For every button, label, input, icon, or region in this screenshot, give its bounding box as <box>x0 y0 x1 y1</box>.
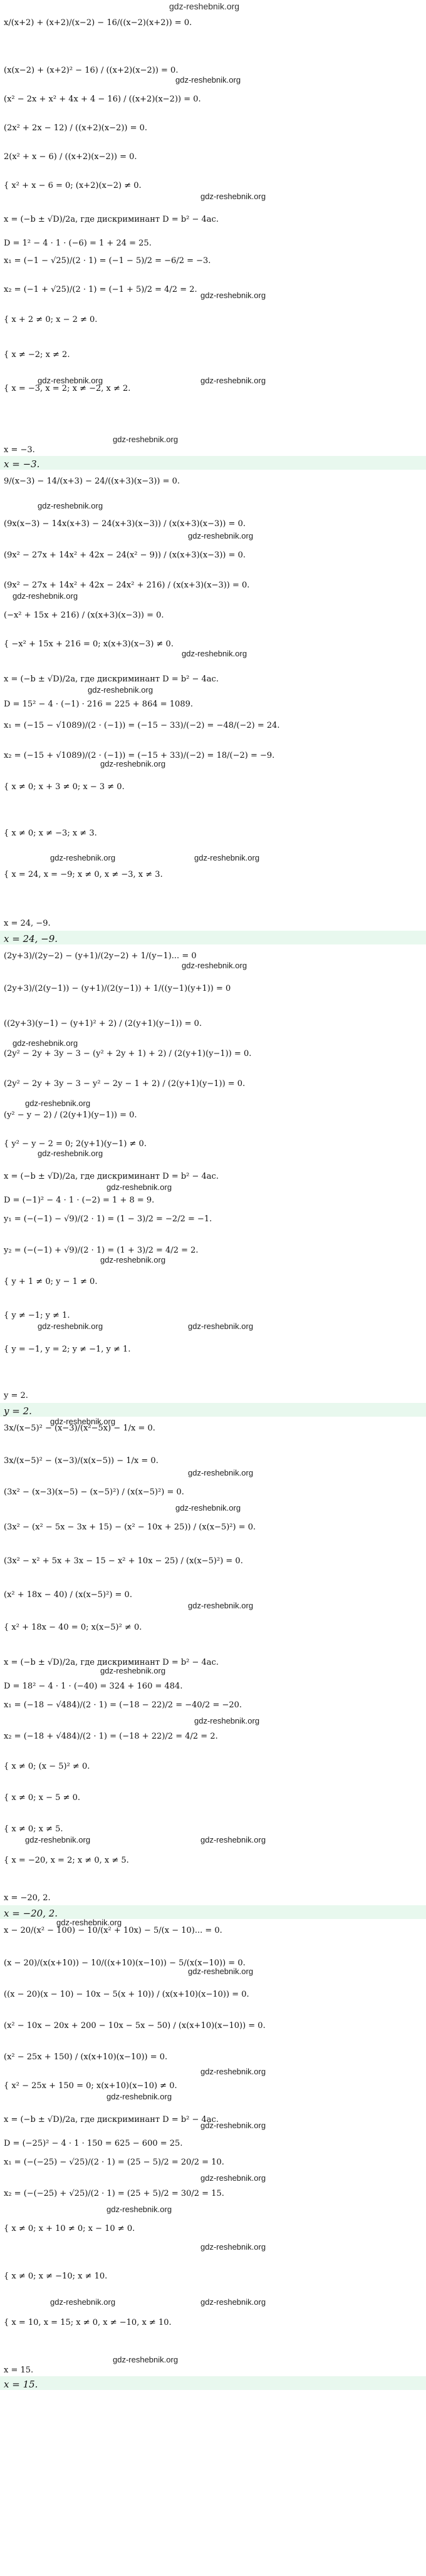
task5-line-5: (x² − 25x + 150) / (x(x+10)(x−10)) = 0. <box>4 2052 168 2062</box>
task3-line-1: (2y+3)/(2y−2) − (y+1)/(2y−2) + 1/(y−1)... = 0 <box>4 951 197 961</box>
task1-line-3: (x² − 2x + x² + 4x + 4 − 16) / ((x+2)(x−2)) = 0. <box>4 95 201 104</box>
task3-line-7: { y² − y − 2 = 0; 2(y+1)(y−1) ≠ 0. <box>4 1139 147 1149</box>
task5-line-12: { x ≠ 0; x ≠ −10; x ≠ 10. <box>4 2272 108 2281</box>
task3-line-6: (y² − y − 2) / (2(y+1)(y−1)) = 0. <box>4 1110 137 1120</box>
watermark: gdz-reshebnik.org <box>200 291 266 300</box>
watermark: gdz-reshebnik.org <box>200 1835 266 1844</box>
watermark: gdz-reshebnik.org <box>106 2092 172 2101</box>
answer-band-1 <box>0 456 426 470</box>
task2-line-2: (9x(x−3) − 14x(x+3) − 24(x+3)(x−3)) / (x(x+3)(x−3)) = 0. <box>4 519 246 529</box>
task4-line-5: (3x² − x² + 5x + 3x − 15 − x² + 10x − 25) / (x(x−5)²) = 0. <box>4 1556 243 1566</box>
task4-line-15: { x = −20, x = 2; x ≠ 0, x ≠ 5. <box>4 1856 129 1865</box>
task2-line-7: x = (−b ± √D)/2a, где дискриминант D = b² − 4ac. <box>4 675 219 684</box>
task2-line-3: (9x² − 27x + 14x² + 42x − 24(x² − 9)) / (x(x+3)(x−3)) = 0. <box>4 551 246 560</box>
task5-line-7: x = (−b ± √D)/2a, где дискриминант D = b² − 4ac. <box>4 2115 219 2124</box>
watermark: gdz-reshebnik.org <box>106 1182 172 1192</box>
task1-line-5: 2(x² + x − 6) / ((x+2)(x−2)) = 0. <box>4 152 137 162</box>
watermark: gdz-reshebnik.org <box>194 853 260 862</box>
task1-line-9: x₁ = (−1 − √25)/(2 · 1) = (−1 − 5)/2 = −6/2 = −3. <box>4 256 211 266</box>
watermark: gdz-reshebnik.org <box>88 685 153 695</box>
task5-line-1: x − 20/(x² − 100) − 10/(x² + 10x) − 5/(x − 10)... = 0. <box>4 1926 222 1935</box>
task5-line-10: x₂ = (−(−25) + √25)/(2 · 1) = (25 + 5)/2 = 30/2 = 15. <box>4 2189 224 2198</box>
task3-line-4: (2y² − 2y + 3y − 3 − (y² + 2y + 1) + 2) / (2(y+1)(y−1)) = 0. <box>4 1049 252 1058</box>
watermark: gdz-reshebnik.org <box>200 2173 266 2183</box>
task5-line-14: x = 15. <box>4 2366 34 2375</box>
task5-line-8: D = (−25)² − 4 · 1 · 150 = 625 − 600 = 25. <box>4 2139 183 2148</box>
task1-line-7: x = (−b ± √D)/2a, где дискриминант D = b² − 4ac. <box>4 215 219 224</box>
watermark: gdz-reshebnik.org <box>100 759 166 768</box>
task3-line-9: D = (−1)² − 4 · 1 · (−2) = 1 + 8 = 9. <box>4 1196 155 1205</box>
task4-line-14: { x ≠ 0; x ≠ 5. <box>4 1824 63 1834</box>
watermark: gdz-reshebnik.org <box>113 2355 179 2364</box>
watermark: gdz-reshebnik.org <box>200 2242 266 2252</box>
task1-line-13: { x = −3, x = 2; x ≠ −2, x ≠ 2. <box>4 384 131 393</box>
answer-band-2 <box>0 931 426 944</box>
task2-line-4: (9x² − 27x + 14x² + 42x − 24x² + 216) / (x(x+3)(x−3)) = 0. <box>4 581 250 590</box>
answer-3: y = 2. <box>4 1405 32 1417</box>
watermark: gdz-reshebnik.org <box>188 1468 254 1477</box>
watermark: gdz-reshebnik.org <box>38 501 103 510</box>
task1-line-10: x₂ = (−1 + √25)/(2 · 1) = (−1 + 5)/2 = 4/2 = 2. <box>4 285 197 294</box>
watermark: gdz-reshebnik.org <box>38 1149 103 1158</box>
task4-line-6: (x² + 18x − 40) / (x(x−5)²) = 0. <box>4 1590 132 1600</box>
answer-1: x = −3. <box>4 458 40 470</box>
task3-line-5: (2y² − 2y + 3y − 3 − y² − 2y − 1 + 2) / (2(y+1)(y−1)) = 0. <box>4 1079 246 1089</box>
task3-line-3: ((2y+3)(y−1) − (y+1)² + 2) / (2(y+1)(y−1)) = 0. <box>4 1019 202 1028</box>
watermark: gdz-reshebnik.org <box>13 1038 78 1048</box>
task4-line-1: 3x/(x−5)² − (x−3)/(x²−5x) − 1/x = 0. <box>4 1424 155 1433</box>
task5-line-4: (x² − 10x − 20x + 200 − 10x − 5x − 50) / (x(x+10)(x−10)) = 0. <box>4 2021 266 2030</box>
answer-4: x = −20, 2. <box>4 1908 58 1919</box>
watermark: gdz-reshebnik.org <box>38 376 103 385</box>
watermark: gdz-reshebnik.org <box>200 192 266 201</box>
watermark: gdz-reshebnik.org <box>200 2067 266 2076</box>
task5-line-13: { x = 10, x = 15; x ≠ 0, x ≠ −10, x ≠ 10. <box>4 2318 172 2327</box>
task3-line-14: { y = −1, y = 2; y ≠ −1, y ≠ 1. <box>4 1345 131 1354</box>
task4-line-7: { x² + 18x − 40 = 0; x(x−5)² ≠ 0. <box>4 1623 142 1632</box>
watermark: gdz-reshebnik.org <box>188 1967 254 1976</box>
task1-line-14: x = −3. <box>4 445 35 455</box>
task5-line-2: (x − 20)/(x(x+10)) − 10/((x+10)(x−10)) − 5/(x(x−10)) = 0. <box>4 1958 246 1968</box>
watermark: gdz-reshebnik.org <box>182 649 247 658</box>
task2-line-12: { x ≠ 0; x ≠ −3; x ≠ 3. <box>4 829 97 838</box>
task4-line-12: { x ≠ 0; (x − 5)² ≠ 0. <box>4 1762 90 1771</box>
watermark: gdz-reshebnik.org <box>175 75 241 85</box>
watermark: gdz-reshebnik.org <box>113 435 179 444</box>
watermark: gdz-reshebnik.org <box>188 1601 254 1610</box>
task3-line-11: y₂ = (−(−1) + √9)/(2 · 1) = (1 + 3)/2 = 4/2 = 2. <box>4 1246 199 1255</box>
watermark: gdz-reshebnik.org <box>25 1835 91 1844</box>
task3-line-12: { y + 1 ≠ 0; y − 1 ≠ 0. <box>4 1277 98 1286</box>
task5-line-11: { x ≠ 0; x + 10 ≠ 0; x − 10 ≠ 0. <box>4 2224 135 2233</box>
task5-line-3: ((x − 20)(x − 10) − 10x − 5(x + 10)) / (x(x+10)(x−10)) = 0. <box>4 1990 249 1999</box>
task5-line-9: x₁ = (−(−25) − √25)/(2 · 1) = (25 − 5)/2 = 20/2 = 10. <box>4 2158 224 2167</box>
top-watermark: gdz-reshebnik.org <box>169 1 240 11</box>
task2-line-6: { −x² + 15x + 216 = 0; x(x+3)(x−3) ≠ 0. <box>4 639 174 649</box>
answer-2: x = 24, −9. <box>4 933 58 944</box>
task4-line-4: (3x² − (x² − 5x − 3x + 15) − (x² − 10x + 25)) / (x(x−5)²) = 0. <box>4 1523 256 1532</box>
task1-line-12: { x ≠ −2; x ≠ 2. <box>4 350 70 360</box>
task4-line-3: (3x² − (x−3)(x−5) − (x−5)²) / (x(x−5)²) = 0. <box>4 1487 184 1497</box>
answer-band-4 <box>0 1905 426 1919</box>
task5-line-6: { x² − 25x + 150 = 0; x(x+10)(x−10) ≠ 0. <box>4 2081 177 2091</box>
task1-line-11: { x + 2 ≠ 0; x − 2 ≠ 0. <box>4 315 98 324</box>
task2-line-13: { x = 24, x = −9; x ≠ 0, x ≠ −3, x ≠ 3. <box>4 870 163 879</box>
task4-line-13: { x ≠ 0; x − 5 ≠ 0. <box>4 1793 80 1803</box>
task1-line-2: (x(x−2) + (x+2)² − 16) / ((x+2)(x−2)) = 0. <box>4 66 179 75</box>
watermark: gdz-reshebnik.org <box>50 853 116 862</box>
task3-line-2: (2y+3)/(2(y−1)) − (y+1)/(2(y−1)) + 1/((y−1)(y+1)) = 0 <box>4 984 231 993</box>
watermark: gdz-reshebnik.org <box>25 1099 91 1108</box>
task1-line-1: x/(x+2) + (x+2)/(x−2) − 16/((x−2)(x+2)) = 0. <box>4 18 192 28</box>
task1-line-6: { x² + x − 6 = 0; (x+2)(x−2) ≠ 0. <box>4 181 142 190</box>
watermark: gdz-reshebnik.org <box>200 2297 266 2307</box>
watermark: gdz-reshebnik.org <box>194 1716 260 1725</box>
watermark: gdz-reshebnik.org <box>188 531 254 541</box>
task2-line-8: D = 15² − 4 · (−1) · 216 = 225 + 864 = 1089. <box>4 700 193 709</box>
watermark: gdz-reshebnik.org <box>38 1322 103 1331</box>
watermark: gdz-reshebnik.org <box>50 1417 116 1426</box>
task3-line-10: y₁ = (−(−1) − √9)/(2 · 1) = (1 − 3)/2 = −2/2 = −1. <box>4 1214 212 1224</box>
task3-line-13: { y ≠ −1; y ≠ 1. <box>4 1311 70 1320</box>
task2-line-9: x₁ = (−15 − √1089)/(2 · (−1)) = (−15 − 33)/(−2) = −48/(−2) = 24. <box>4 721 280 730</box>
task4-line-8: x = (−b ± √D)/2a, где дискриминант D = b² − 4ac. <box>4 1658 219 1667</box>
watermark: gdz-reshebnik.org <box>200 376 266 385</box>
task2-line-10: x₂ = (−15 + √1089)/(2 · (−1)) = (−15 + 33)/(−2) = 18/(−2) = −9. <box>4 751 275 760</box>
watermark: gdz-reshebnik.org <box>50 2297 116 2307</box>
watermark: gdz-reshebnik.org <box>100 1666 166 1675</box>
task4-line-16: x = −20, 2. <box>4 1893 51 1903</box>
task2-line-11: { x ≠ 0; x + 3 ≠ 0; x − 3 ≠ 0. <box>4 782 125 792</box>
task2-line-14: x = 24, −9. <box>4 919 51 928</box>
task1-line-4: (2x² + 2x − 12) / ((x+2)(x−2)) = 0. <box>4 123 148 133</box>
task4-line-2: 3x/(x−5)² − (x−3)/(x(x−5)) − 1/x = 0. <box>4 1456 158 1466</box>
answer-5: x = 15. <box>4 2379 38 2390</box>
task4-line-11: x₂ = (−18 + √484)/(2 · 1) = (−18 + 22)/2 = 4/2 = 2. <box>4 1732 218 1741</box>
task1-line-8: D = 1² − 4 · 1 · (−6) = 1 + 24 = 25. <box>4 239 152 248</box>
task2-line-1: 9/(x−3) − 14/(x+3) − 24/((x+3)(x−3)) = 0. <box>4 477 180 486</box>
watermark: gdz-reshebnik.org <box>188 1322 254 1331</box>
watermark: gdz-reshebnik.org <box>200 2121 266 2130</box>
watermark: gdz-reshebnik.org <box>175 1503 241 1513</box>
task3-line-15: y = 2. <box>4 1391 28 1400</box>
watermark: gdz-reshebnik.org <box>100 1255 166 1265</box>
task2-line-5: (−x² + 15x + 216) / (x(x+3)(x−3)) = 0. <box>4 611 164 620</box>
watermark: gdz-reshebnik.org <box>13 591 78 601</box>
watermark: gdz-reshebnik.org <box>56 1918 122 1927</box>
watermark: gdz-reshebnik.org <box>182 961 247 970</box>
answer-band-5 <box>0 2376 426 2390</box>
task4-line-10: x₁ = (−18 − √484)/(2 · 1) = (−18 − 22)/2 = −40/2 = −20. <box>4 1700 242 1710</box>
answer-band-3 <box>0 1403 426 1417</box>
task3-line-8: x = (−b ± √D)/2a, где дискриминант D = b² − 4ac. <box>4 1172 219 1181</box>
task4-line-9: D = 18² − 4 · 1 · (−40) = 324 + 160 = 484. <box>4 1682 183 1691</box>
watermark: gdz-reshebnik.org <box>106 2205 172 2214</box>
